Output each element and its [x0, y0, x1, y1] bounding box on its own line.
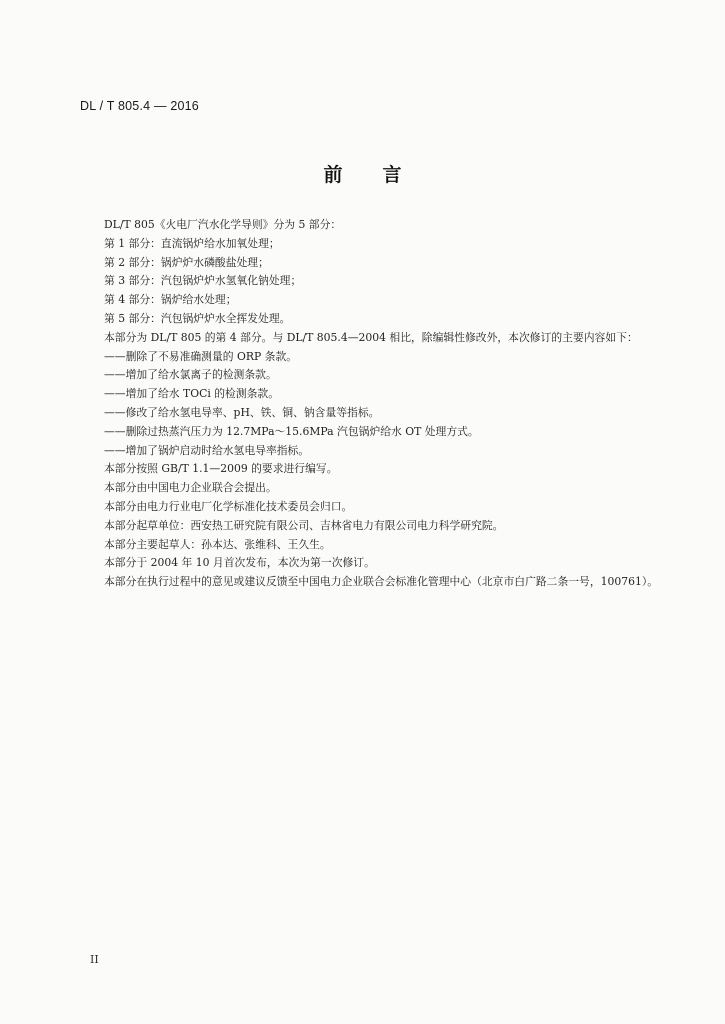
paragraph-release-history: 本部分于 2004 年 10 月首次发布，本次为第一次修订。 [104, 556, 375, 570]
paragraph-drafting-rules: 本部分按照 GB/T 1.1—2009 的要求进行编写。 [104, 462, 338, 476]
revision-item: ——修改了给水氢电导率、pH、铁、铜、钠含量等指标。 [104, 405, 380, 419]
paragraph-part-2: 第 2 部分：锅炉炉水磷酸盐处理； [104, 255, 269, 269]
revision-item: ——删除过热蒸汽压力为 12.7MPa～15.6MPa 汽包锅炉给水 OT 处理方式。 [104, 424, 479, 438]
paragraph-parts-intro: DL/T 805《火电厂汽水化学导则》分为 5 部分： [104, 218, 342, 231]
paragraph-part-1: 第 1 部分：直流锅炉给水加氧处理； [104, 236, 280, 250]
revision-item: ——增加了给水氯离子的检测条款。 [104, 368, 277, 382]
paragraph-part-3: 第 3 部分：汽包锅炉炉水氢氧化钠处理； [104, 274, 302, 288]
paragraph-proposer: 本部分由中国电力企业联合会提出。 [104, 481, 277, 495]
revision-item: ——增加了给水 TOCi 的检测条款。 [104, 387, 279, 401]
page-number: II [90, 953, 99, 966]
preface-body [80, 216, 672, 592]
page-title: 前言 [323, 164, 442, 186]
revision-item: ——增加了锅炉启动时给水氢电导率指标。 [104, 443, 310, 457]
paragraph-revision-summary: 本部分为 DL/T 805 的第 4 部分。与 DL/T 805.4—2004 相比，除编辑性修改外，本次修订的主要内容如下： [104, 330, 638, 344]
paragraph-administrator: 本部分由电力行业电厂化学标准化技术委员会归口。 [104, 499, 353, 513]
paragraph-part-4: 第 4 部分：锅炉给水处理； [104, 293, 237, 307]
paragraph-part-5: 第 5 部分：汽包锅炉炉水全挥发处理。 [104, 311, 291, 325]
paragraph-drafters: 本部分主要起草人：孙本达、张维科、王久生。 [104, 537, 331, 551]
paragraph-feedback: 本部分在执行过程中的意见或建议反馈至中国电力企业联合会标准化管理中心（北京市白广路二条一号，100761）。 [104, 575, 659, 589]
paragraph-drafting-units: 本部分起草单位：西安热工研究院有限公司、吉林省电力有限公司电力科学研究院。 [104, 518, 504, 532]
revision-item: ——删除了不易准确测量的 ORP 条款。 [104, 349, 298, 363]
document-code-header: DL / T 805.4 — 2016 [80, 99, 199, 113]
